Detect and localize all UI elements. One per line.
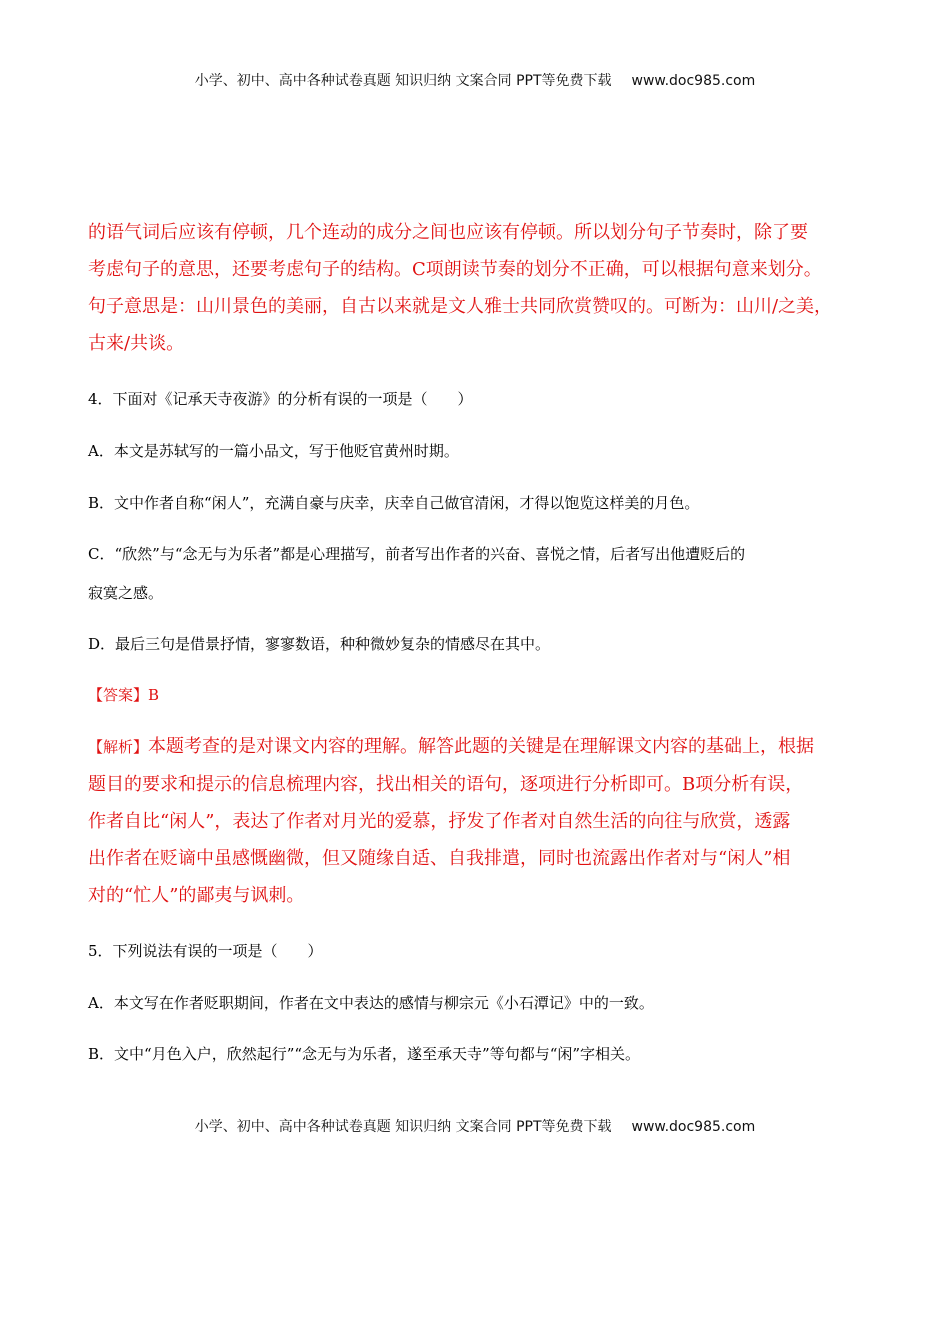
footer-url[interactable]: www.doc985.com <box>631 1119 756 1135</box>
intro-line-2: 考虑句子的意思，还要考虑句子的结构。C项朗读节奏的划分不正确，可以根据句意来划分。 <box>88 259 822 280</box>
page-header <box>0 70 950 90</box>
q4-option-c-line1: C．“欣然”与“念无与为乐者”都是心理描写，前者写出作者的兴奋、喜悦之情，后者写出他遭贬后的 <box>88 545 746 563</box>
footer-text: 小学、初中、高中各种试卷真题 知识归纳 文案合同 PPT等免费下载 <box>194 1119 612 1135</box>
answer-label: 【答案】 <box>88 686 149 704</box>
analysis-line-3: 作者自比“闲人”，表达了作者对月光的爱慕，抒发了作者对自然生活的向往与欣赏，透露 <box>88 811 791 832</box>
header-url[interactable]: www.doc985.com <box>631 73 756 89</box>
analysis-line-4: 出作者在贬谪中虽感慨幽微，但又随缘自适、自我排遣，同时也流露出作者对与“闲人”相 <box>88 848 791 869</box>
q4-option-c-line2: 寂寞之感。 <box>88 584 164 602</box>
q4-option-a: A．本文是苏轼写的一篇小品文，写于他贬官黄州时期。 <box>88 442 459 460</box>
question-5 <box>88 940 868 962</box>
q4-analysis <box>88 728 868 914</box>
intro-line-1: 的语气词后应该有停顿，几个连动的成分之间也应该有停顿。所以划分句子节奏时，除了要 <box>88 222 808 243</box>
q4-answer <box>88 684 868 706</box>
q4-option-b: B．文中作者自称“闲人”，充满自豪与庆幸，庆幸自己做官清闲，才得以饱览这样美的月色。 <box>88 494 700 512</box>
intro-line-3: 句子意思是：山川景色的美丽，自古以来就是文人雅士共同欣赏赞叹的。可断为：山川/之美， <box>88 296 833 317</box>
q5-option-b: B．文中“月色入户，欣然起行”“念无与为乐者，遂至承天寺”等句都与“闲”字相关。 <box>88 1045 641 1063</box>
analysis-line-5: 对的“忙人”的鄙夷与讽刺。 <box>88 885 305 906</box>
analysis-label: 【解析】 <box>88 738 149 756</box>
analysis-line-1: 本题考查的是对课文内容的理解。解答此题的关键是在理解课文内容的基础上，根据 <box>148 736 815 757</box>
header-text: 小学、初中、高中各种试卷真题 知识归纳 文案合同 PPT等免费下载 <box>194 73 612 89</box>
answer-value: B <box>148 686 160 704</box>
page-footer <box>0 1116 950 1136</box>
intro-explanation <box>88 214 868 362</box>
question-4 <box>88 388 868 410</box>
intro-line-4: 古来/共谈。 <box>88 333 185 354</box>
q5-option-a: A．本文写在作者贬职期间，作者在文中表达的感情与柳宗元《小石潭记》中的一致。 <box>88 994 654 1012</box>
q4-stem: 4．下面对《记承天寺夜游》的分析有误的一项是（ ） <box>88 390 473 408</box>
analysis-line-2: 题目的要求和提示的信息梳理内容，找出相关的语句，逐项进行分析即可。B项分析有误， <box>88 774 804 795</box>
q4-option-d: D．最后三句是借景抒情，寥寥数语，种种微妙复杂的情感尽在其中。 <box>88 635 551 653</box>
q5-stem: 5．下列说法有误的一项是（ ） <box>88 942 323 960</box>
